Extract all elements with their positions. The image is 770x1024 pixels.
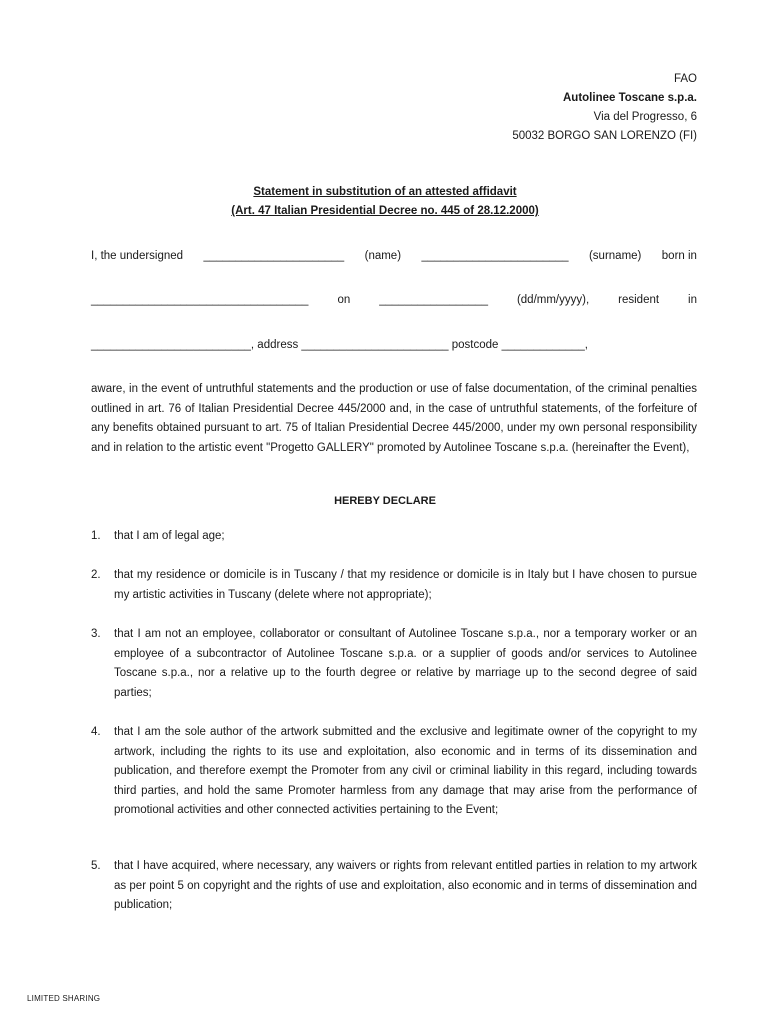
awareness-paragraph: aware, in the event of untruthful statements and the production or use of false documentation, of the criminal penalties outlined in art. 76 of Italian Presidential Decree 445/2000 and, in the case of untruthful statements, of the forfeiture of any benefits obtained pursuant to art. 75 of Italian Presidential Decree 445/2000, under my own personal responsibility and in relation to the artistic event "Progetto GALLERY" promoted by Autolinee Toscane s.p.a. (hereinafter the Event), — [91, 383, 697, 454]
list-item — [91, 723, 697, 821]
declare-heading: HEREBY DECLARE — [334, 495, 436, 507]
address-blank[interactable]: _______________________ — [301, 339, 449, 351]
list-item — [91, 527, 697, 547]
fao-label: FAO — [673, 73, 697, 85]
item-text: that I have acquired, where necessary, any waivers or rights from relevant entitled parties in relation to my artwork as per point 5 on copyright and the rights of use and exploitation, also economic and in terms of dissemination and publication; — [114, 860, 697, 911]
postcode-blank[interactable]: _____________, — [501, 339, 588, 351]
surname-label: (surname) — [588, 250, 642, 262]
list-item — [91, 625, 697, 703]
residence-blank[interactable]: _________________________, — [91, 339, 255, 351]
title-line-2: (Art. 47 Italian Presidential Decree no. 445 of 28.12.2000) — [231, 205, 539, 217]
resident-label: resident — [618, 294, 660, 306]
surname-blank[interactable]: _______________________ — [421, 250, 569, 262]
on-label: on — [337, 294, 351, 306]
item-number: 3. — [91, 628, 101, 640]
item-number: 4. — [91, 726, 101, 738]
list-item — [91, 857, 697, 916]
postcode-label: postcode — [451, 339, 499, 351]
form-line-birth — [91, 294, 697, 306]
item-text: that my residence or domicile is in Tuscany / that my residence or domicile is in Italy but I have chosen to pursue my artistic activities in Tuscany (delete where not appropriate); — [114, 569, 697, 601]
addressee-block — [512, 70, 697, 146]
item-text: that I am of legal age; — [114, 530, 225, 542]
company-name: Autolinee Toscane s.p.a. — [563, 92, 697, 104]
born-in-label: born in — [661, 250, 697, 262]
item-number: 2. — [91, 569, 101, 581]
birthplace-blank[interactable]: __________________________________ — [91, 294, 309, 306]
list-item — [91, 566, 697, 605]
name-blank[interactable]: ______________________ — [203, 250, 345, 262]
street-address: Via del Progresso, 6 — [593, 111, 697, 123]
name-label: (name) — [364, 250, 402, 262]
title-line-1: Statement in substitution of an attested affidavit — [253, 186, 517, 198]
address-label: address — [257, 339, 299, 351]
date-format-label: (dd/mm/yyyy), — [516, 294, 590, 306]
in-label: in — [688, 294, 697, 306]
sharing-footer: LIMITED SHARING — [27, 994, 101, 1003]
birthdate-blank[interactable]: _________________ — [379, 294, 488, 306]
city-address: 50032 BORGO SAN LORENZO (FI) — [512, 130, 697, 142]
item-text: that I am not an employee, collaborator or consultant of Autolinee Toscane s.p.a., nor a temporary worker or an employee of a subcontractor of Autolinee Toscane s.p.a. or a supplier of goods and/or services to Autolinee Toscane s.p.a., nor a relative up to the fourth degree or relative by marriage up to the second degree of said parties; — [114, 628, 697, 699]
undersigned-label: I, the undersigned — [91, 250, 184, 262]
document-title — [0, 183, 770, 221]
item-number: 1. — [91, 530, 101, 542]
item-text: that I am the sole author of the artwork submitted and the exclusive and legitimate owner of the copyright to my artwork, including the rights to its use and exploitation, also economic and in terms of its dissemination and publication, and therefore exempt the Promoter from any civil or criminal liability in this regard, including towards third parties, and hold the same Promoter harmless from any damage that may arise from the performance of promotional activities and other connected activities pertaining to the Event; — [114, 726, 697, 816]
item-number: 5. — [91, 860, 101, 872]
form-line-name — [91, 250, 697, 262]
form-line-address — [91, 339, 697, 351]
